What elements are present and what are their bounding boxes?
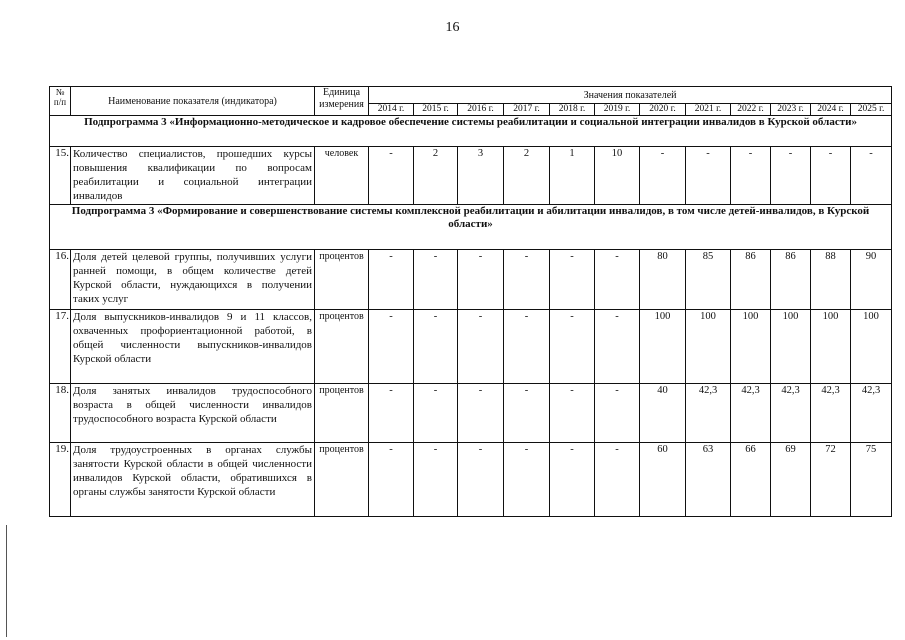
value-cell: - [851, 147, 892, 205]
unit-cell: процентов [315, 250, 369, 310]
value-cell: 40 [640, 384, 686, 443]
value-cell: - [414, 310, 458, 384]
header-year: 2016 г. [458, 104, 504, 116]
value-cell: - [595, 310, 640, 384]
value-cell: 42,3 [811, 384, 851, 443]
header-values: Значения показателей [369, 87, 892, 104]
value-cell: 42,3 [731, 384, 771, 443]
row-number: 19. [50, 443, 71, 517]
header-name: Наименование показателя (индикатора) [71, 87, 315, 116]
row-number: 18. [50, 384, 71, 443]
row-number: 15. [50, 147, 71, 205]
value-cell: - [414, 443, 458, 517]
table-row [50, 384, 892, 443]
value-cell: 42,3 [771, 384, 811, 443]
page-number: 16 [445, 20, 460, 35]
unit-cell: человек [315, 147, 369, 205]
header-unit: Единица измерения [315, 87, 369, 116]
value-cell: - [458, 443, 504, 517]
value-cell: - [414, 384, 458, 443]
indicator-name: Доля выпускников-инвалидов 9 и 11 классов, охваченных профориентационной работой, в общей численности выпускников-инвалидов Курской области [71, 310, 315, 384]
value-cell: - [550, 250, 595, 310]
value-cell: - [369, 310, 414, 384]
value-cell: 72 [811, 443, 851, 517]
value-cell: 60 [640, 443, 686, 517]
header-year: 2020 г. [640, 104, 686, 116]
value-cell: 90 [851, 250, 892, 310]
indicator-name: Количество специалистов, прошедших курсы повышения квалификации по вопросам реабилитации и социальной интеграции инвалидов [71, 147, 315, 205]
value-cell: - [595, 250, 640, 310]
value-cell: - [811, 147, 851, 205]
value-cell: - [414, 250, 458, 310]
value-cell: 10 [595, 147, 640, 205]
header-year: 2023 г. [771, 104, 811, 116]
header-year: 2015 г. [414, 104, 458, 116]
value-cell: - [458, 384, 504, 443]
margin-rule [6, 525, 7, 637]
unit-cell: процентов [315, 384, 369, 443]
header-year: 2019 г. [595, 104, 640, 116]
value-cell: 86 [771, 250, 811, 310]
value-cell: - [369, 250, 414, 310]
value-cell: 3 [458, 147, 504, 205]
value-cell: 80 [640, 250, 686, 310]
indicator-name: Доля трудоустроенных в органах службы занятости Курской области в общей численности инвалидов Курской области, обратившихся в органы службы занятости Курской области [71, 443, 315, 517]
value-cell: 2 [414, 147, 458, 205]
value-cell: - [369, 443, 414, 517]
value-cell: - [640, 147, 686, 205]
header-year: 2022 г. [731, 104, 771, 116]
subprogram-heading-a: Подпрограмма 3 «Информационно-методическое и кадровое обеспечение системы реабилитации и социальной интеграции инвалидов в Курской области» [50, 116, 892, 147]
unit-cell: процентов [315, 443, 369, 517]
value-cell: - [686, 147, 731, 205]
header-year: 2014 г. [369, 104, 414, 116]
value-cell: 75 [851, 443, 892, 517]
value-cell: 2 [504, 147, 550, 205]
value-cell: 100 [811, 310, 851, 384]
value-cell: 66 [731, 443, 771, 517]
value-cell: 100 [686, 310, 731, 384]
indicators-table [49, 86, 892, 517]
value-cell: 63 [686, 443, 731, 517]
value-cell: - [504, 250, 550, 310]
value-cell: 88 [811, 250, 851, 310]
header-year: 2025 г. [851, 104, 892, 116]
header-num: № п/п [50, 87, 71, 116]
value-cell: 86 [731, 250, 771, 310]
table-row [50, 250, 892, 310]
subprogram-heading-b: Подпрограмма 3 «Формирование и совершенствование системы комплексной реабилитации и абилитации инвалидов, в том числе детей-инвалидов, в Курской области» [50, 205, 892, 250]
unit-cell: процентов [315, 310, 369, 384]
value-cell: 42,3 [686, 384, 731, 443]
value-cell: 100 [731, 310, 771, 384]
header-year: 2021 г. [686, 104, 731, 116]
indicator-name: Доля детей целевой группы, получивших услуги ранней помощи, в общем количестве детей Курской области, нуждающихся в получении таких услуг [71, 250, 315, 310]
value-cell: - [458, 250, 504, 310]
value-cell: 100 [851, 310, 892, 384]
value-cell: - [550, 443, 595, 517]
value-cell: 69 [771, 443, 811, 517]
value-cell: - [369, 384, 414, 443]
table-row [50, 443, 892, 517]
value-cell: - [369, 147, 414, 205]
value-cell: - [504, 443, 550, 517]
header-year: 2024 г. [811, 104, 851, 116]
header-year: 2018 г. [550, 104, 595, 116]
value-cell: - [550, 310, 595, 384]
value-cell: - [595, 384, 640, 443]
value-cell: - [595, 443, 640, 517]
value-cell: 1 [550, 147, 595, 205]
value-cell: - [504, 310, 550, 384]
value-cell: 42,3 [851, 384, 892, 443]
row-number: 16. [50, 250, 71, 310]
table-row [50, 147, 892, 205]
value-cell: 100 [771, 310, 811, 384]
indicator-name: Доля занятых инвалидов трудоспособного возраста в общей численности инвалидов трудоспособного возраста Курской области [71, 384, 315, 443]
table-row [50, 310, 892, 384]
value-cell: - [731, 147, 771, 205]
row-number: 17. [50, 310, 71, 384]
value-cell: - [504, 384, 550, 443]
header-year: 2017 г. [504, 104, 550, 116]
value-cell: 85 [686, 250, 731, 310]
value-cell: - [550, 384, 595, 443]
value-cell: 100 [640, 310, 686, 384]
value-cell: - [458, 310, 504, 384]
value-cell: - [771, 147, 811, 205]
